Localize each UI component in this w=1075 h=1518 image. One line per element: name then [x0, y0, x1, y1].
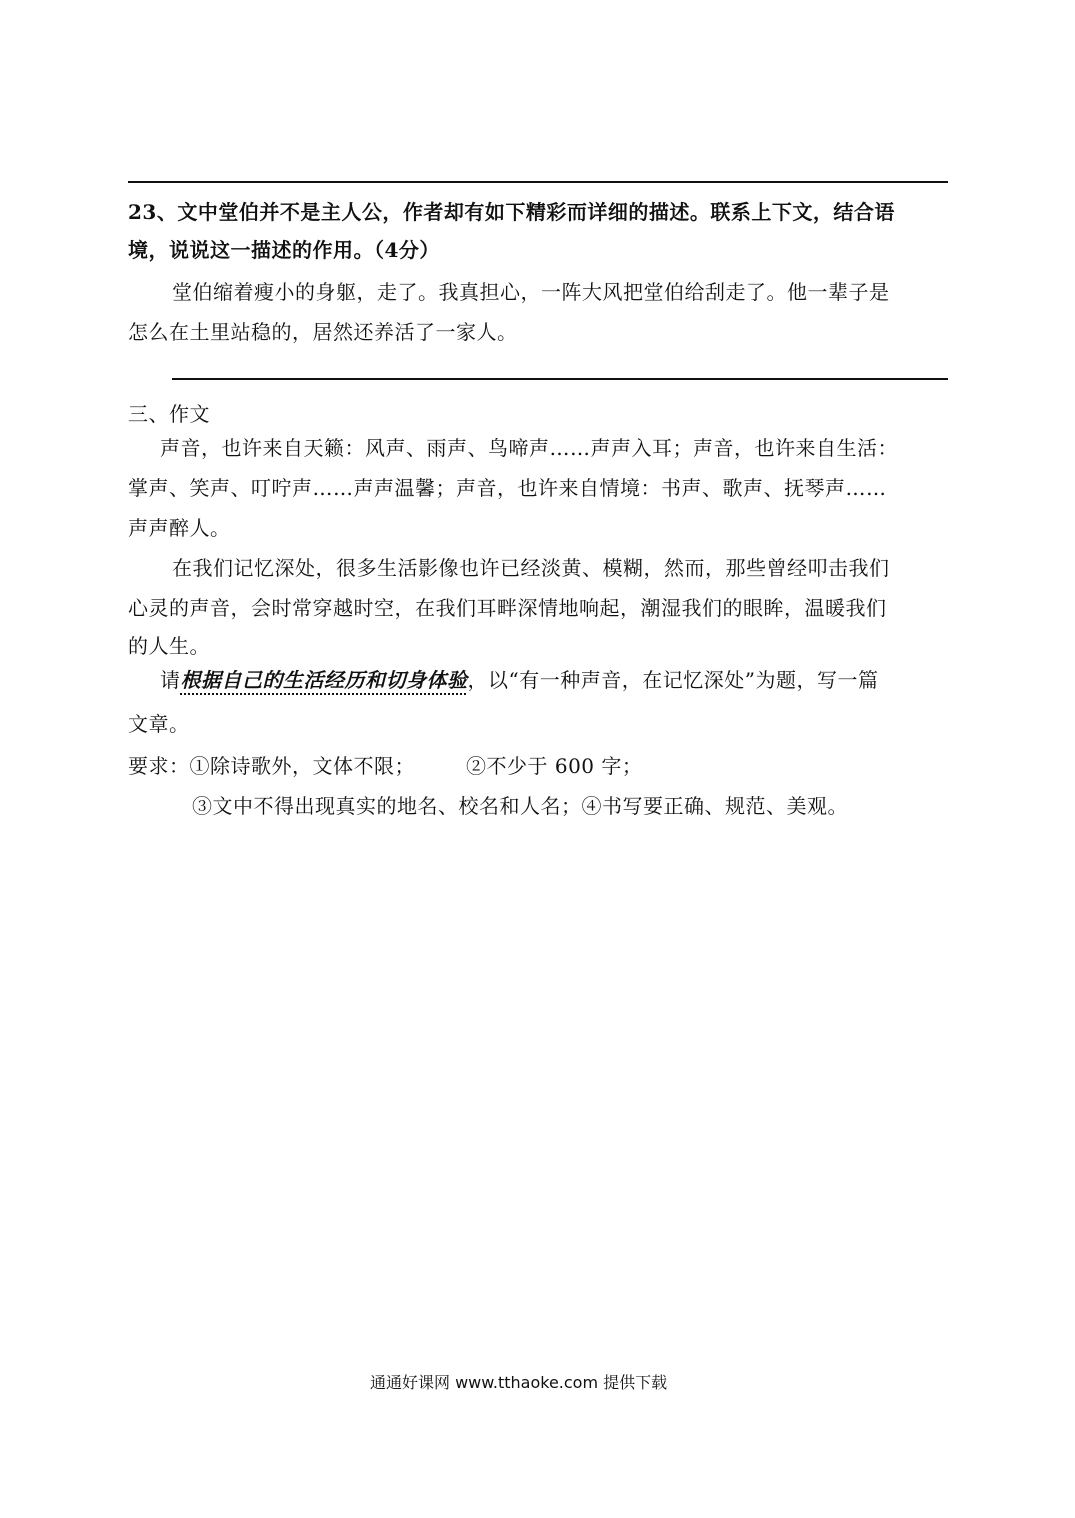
paragraph-2-line-1: 在我们记忆深处，很多生活影像也许已经淡黄、模糊，然而，那些曾经叩击我们: [172, 556, 890, 580]
question-23-line-1: 23、文中堂伯并不是主人公，作者却有如下精彩而详细的描述。联系上下文，结合语: [128, 200, 895, 224]
paragraph-3-line-2: 文章。: [128, 712, 190, 736]
paragraph-2-line-3: 的人生。: [128, 634, 210, 658]
paragraph-1-line-1: 声音，也许来自天籁：风声、雨声、鸟啼声……声声入耳；声音，也许来自生活：: [160, 436, 898, 460]
section-heading: 三、作文: [128, 402, 210, 426]
prompt-emphasis: 根据自己的生活经历和切身体验: [180, 668, 468, 692]
requirements-line-2: ③文中不得出现真实的地名、校名和人名；④书写要正确、规范、美观。: [192, 794, 848, 818]
paragraph-1-line-3: 声声醉人。: [128, 516, 231, 540]
paragraph-3-line-1: [160, 666, 878, 694]
prompt-prefix: 请: [160, 668, 181, 692]
quote-line-2: 怎么在土里站稳的，居然还养活了一家人。: [128, 320, 518, 344]
top-rule: [128, 181, 948, 183]
requirements-line-1b: ②不少于 600 字；: [466, 754, 643, 778]
footer-credit: 通通好课网 www.tthaoke.com 提供下载: [370, 1373, 668, 1392]
quote-line-1: 堂伯缩着瘦小的身躯，走了。我真担心，一阵大风把堂伯给刮走了。他一辈子是: [172, 280, 890, 304]
paragraph-2-line-2: 心灵的声音，会时常穿越时空，在我们耳畔深情地响起，潮湿我们的眼眸，温暖我们: [128, 596, 887, 620]
question-23-line-2: 境，说说这一描述的作用。（4分）: [128, 238, 440, 262]
requirements-line-1a: 要求：①除诗歌外，文体不限；: [128, 754, 415, 778]
prompt-suffix: ，以“有一种声音，在记忆深处”为题，写一篇: [467, 668, 879, 692]
paragraph-1-line-2: 掌声、笑声、叮咛声……声声温馨；声音，也许来自情境：书声、歌声、抚琴声……: [128, 476, 887, 500]
answer-rule: [172, 378, 948, 380]
